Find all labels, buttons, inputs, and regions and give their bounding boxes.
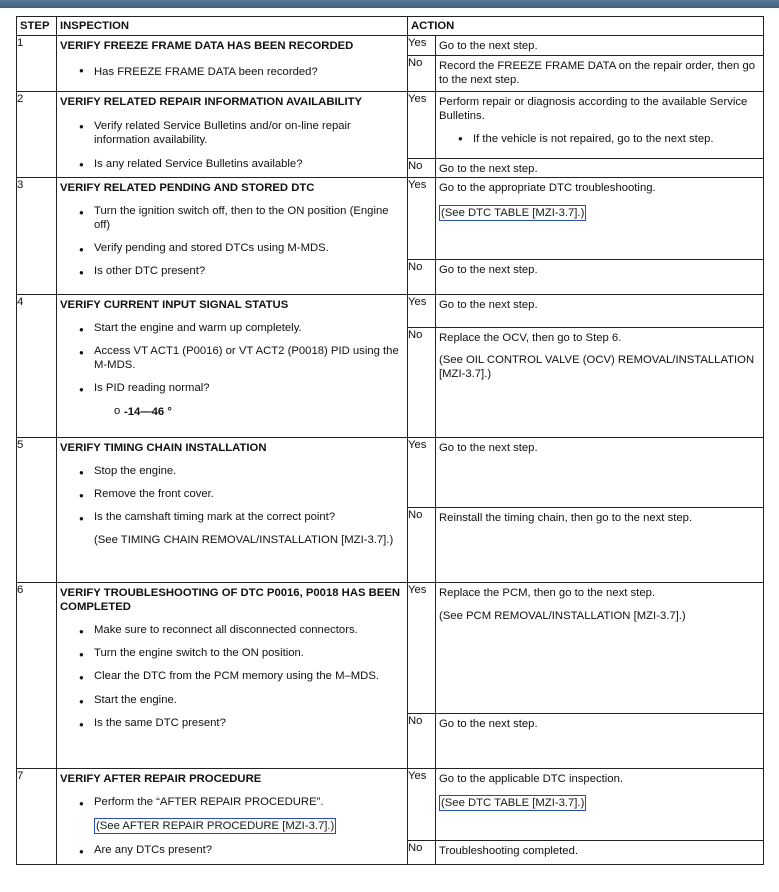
action-no [436,260,764,295]
inspection-item: ● Turn the engine switch to the ON position. [57,637,407,660]
inspection-item: ● Start the engine. [57,684,407,707]
inspection-item: ● Start the engine and warm up completely. [57,312,407,335]
step-title: VERIFY CURRENT INPUT SIGNAL STATUS [60,299,289,311]
inspection-item: ● Access VT ACT1 (P0016) or VT ACT2 (P0018) PID using the M-MDS. [57,335,407,372]
inspection-item: ● Is PID reading normal? [57,372,407,395]
inspection-item: ● Stop the engine. [57,455,407,478]
table-row [17,178,764,260]
step-title: VERIFY RELATED PENDING AND STORED DTC [60,182,315,194]
action-text: Reinstall the timing chain, then go to the next step. [439,512,693,524]
yes-label: Yes [408,769,436,841]
action-no [436,508,764,583]
action-text: Record the FREEZE FRAME DATA on the repair order, then go to the next step. [439,60,756,87]
table-row [17,92,764,159]
yes-label: Yes [408,36,436,56]
no-label: No [408,508,436,583]
yes-label: Yes [408,178,436,260]
pid-range: o -14—46 ° [57,396,407,423]
table-row [17,36,764,56]
inspection-item: ● Verify pending and stored DTCs using M-MDS. [57,232,407,255]
inspection-item: ● Is the camshaft timing mark at the correct point? [57,501,407,524]
yes-label: Yes [408,583,436,714]
action-text: Go to the applicable DTC inspection. [439,773,623,785]
step-number: 1 [17,36,57,92]
inspection-cell [57,36,408,92]
inspection-item: ● Make sure to reconnect all disconnected connectors. [57,614,407,637]
step-title: VERIFY AFTER REPAIR PROCEDURE [60,773,262,785]
yes-label: Yes [408,92,436,159]
inspection-item: ● Is other DTC present? [57,255,407,278]
step-number: 3 [17,178,57,295]
action-yes [436,92,764,159]
yes-label: Yes [408,438,436,508]
inspection-item: ● Clear the DTC from the PCM memory using the M–MDS. [57,660,407,683]
action-text: Replace the OCV, then go to Step 6. [439,332,622,344]
action-text: Go to the next step. [439,718,538,730]
action-yes [436,36,764,56]
action-yes [436,583,764,714]
header-action: ACTION [408,17,764,36]
action-text: Go to the next step. [439,299,538,311]
action-no [436,714,764,769]
action-yes [436,438,764,508]
inspection-cell [57,438,408,583]
step-title: VERIFY RELATED REPAIR INFORMATION AVAILABILITY [60,96,363,108]
step-number: 6 [17,583,57,769]
window-top-bar [0,0,779,8]
action-no [436,56,764,92]
inspection-item: ● Perform the “AFTER REPAIR PROCEDURE”. [57,786,407,809]
no-label: No [408,159,436,178]
table-row [17,583,764,714]
inspection-cell [57,769,408,865]
no-label: No [408,841,436,865]
action-text: Go to the next step. [439,264,538,276]
inspection-item: ● Is the same DTC present? [57,707,407,734]
inspection-cell [57,178,408,295]
dtc-table-link[interactable]: (See DTC TABLE [MZI-3.7].) [439,795,586,811]
no-label: No [408,328,436,438]
inspection-item: ● Has FREEZE FRAME DATA been recorded? [57,53,407,79]
after-repair-procedure-link[interactable]: (See AFTER REPAIR PROCEDURE [MZI-3.7].) [94,818,336,834]
table-row [17,769,764,841]
action-no [436,159,764,178]
table-row [17,295,764,328]
dtc-table-link[interactable]: (See DTC TABLE [MZI-3.7].) [439,205,586,221]
inspection-reference: (See TIMING CHAIN REMOVAL/INSTALLATION [MZI-3.7].) [94,534,394,547]
table-header-row [17,17,764,36]
inspection-cell [57,295,408,438]
action-text: Go to the next step. [439,163,538,175]
action-yes [436,178,764,260]
action-bullet: ● If the vehicle is not repaired, go to the next step. [436,123,763,146]
inspection-cell [57,92,408,178]
inspection-item: ● Is any related Service Bulletins available? [57,147,407,171]
step-number: 2 [17,92,57,178]
action-text: Go to the next step. [439,40,538,52]
step-number: 7 [17,769,57,865]
no-label: No [408,56,436,92]
header-step: STEP [17,17,57,36]
action-reference: (See OIL CONTROL VALVE (OCV) REMOVAL/INSTALLATION [MZI-3.7].) [439,354,755,381]
action-text: Go to the appropriate DTC troubleshooting. [439,182,656,194]
inspection-item: ● Verify related Service Bulletins and/or on-line repair information availability. [57,109,407,147]
inspection-item: ● Are any DTCs present? [57,834,407,861]
action-text: Go to the next step. [439,442,538,454]
action-no [436,841,764,865]
step-number: 4 [17,295,57,438]
action-reference: (See PCM REMOVAL/INSTALLATION [MZI-3.7].) [439,610,686,623]
no-label: No [408,260,436,295]
inspection-cell [57,583,408,769]
action-yes [436,295,764,328]
diagnostic-procedure-table [16,16,764,865]
action-text: Perform repair or diagnosis according to the available Service Bulletins. [439,96,748,123]
step-title: VERIFY FREEZE FRAME DATA HAS BEEN RECORDED [60,40,354,52]
no-label: No [408,714,436,769]
header-inspection: INSPECTION [57,17,408,36]
action-yes [436,769,764,841]
table-row [17,438,764,508]
action-text: Replace the PCM, then go to the next step. [439,587,656,599]
action-text: Troubleshooting completed. [439,845,578,857]
step-title: VERIFY TROUBLESHOOTING OF DTC P0016, P0018 HAS BEEN COMPLETED [60,587,401,614]
step-title: VERIFY TIMING CHAIN INSTALLATION [60,442,267,454]
action-no [436,328,764,438]
step-number: 5 [17,438,57,583]
inspection-item: ● Turn the ignition switch off, then to the ON position (Engine off) [57,195,407,232]
inspection-item: ● Remove the front cover. [57,478,407,501]
yes-label: Yes [408,295,436,328]
